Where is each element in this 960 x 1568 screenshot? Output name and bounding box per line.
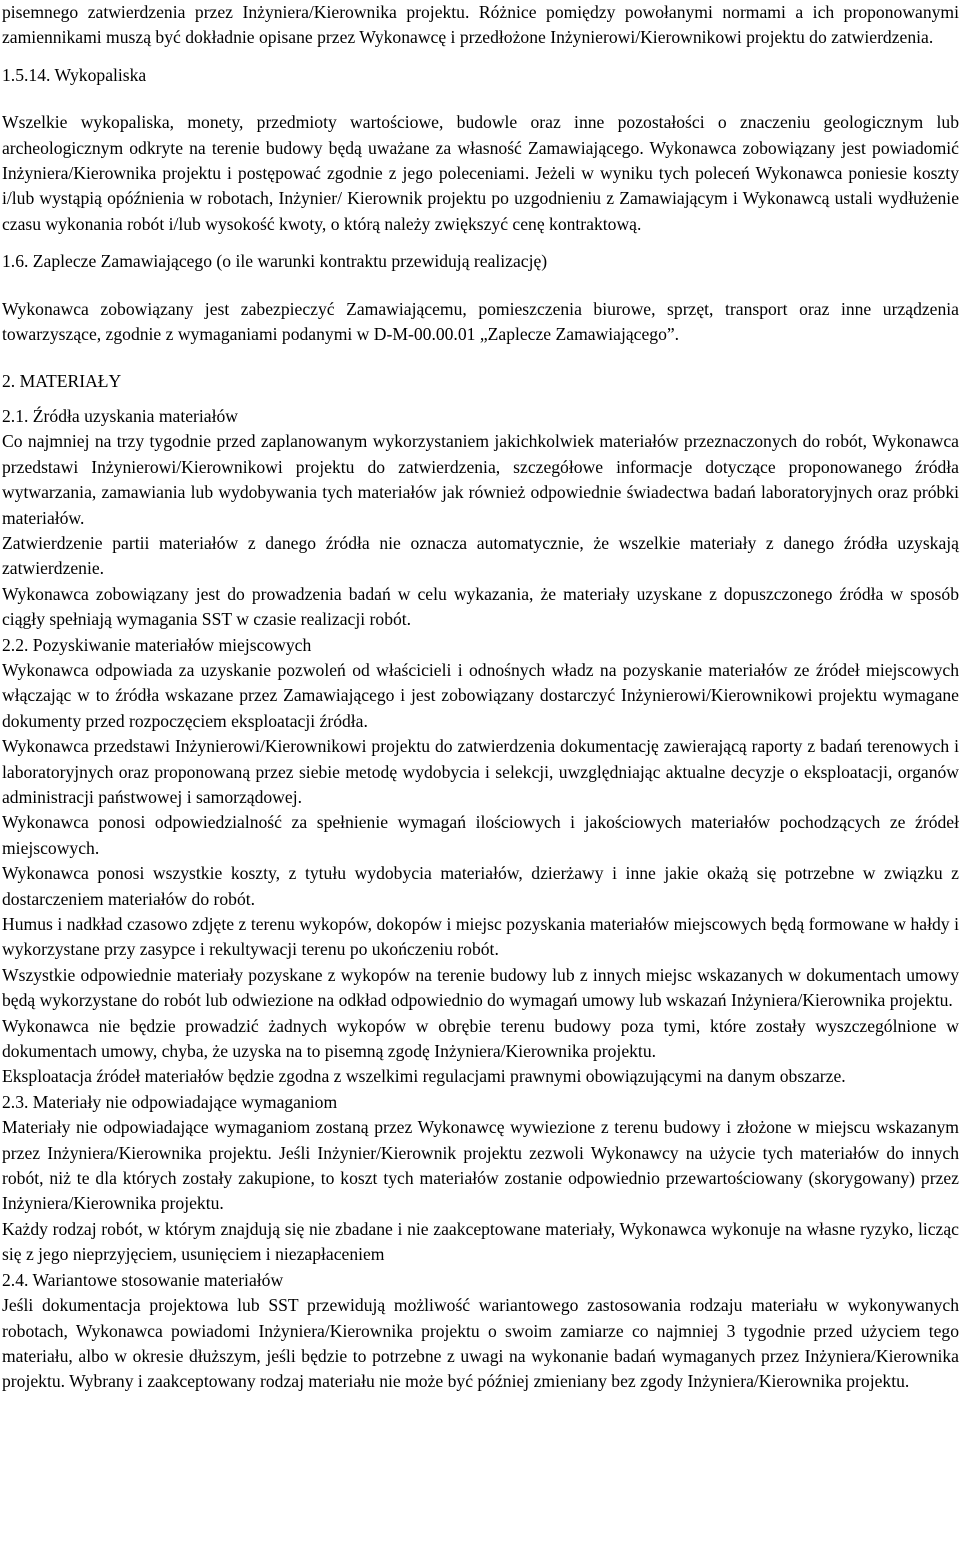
paragraph-2-4-a: Jeśli dokumentacja projektowa lub SST przewidują możliwość wariantowego zastosowania rodzaju materiału w wykonywanych robotach, Wykonawca powiadomi Inżyniera/Kierownika projektu o swoim zamiarze co najmniej 3 tygodnie przed użyciem tego materiału, albo w okresie dłuższym, jeśli będzie to potrzebne z uwagi na wykonanie badań wymaganych przez Inżyniera/Kierownika projektu. Wybrany i zaakceptowany rodzaj materiału nie może być później zmieniany bez zgody Inżyniera/Kierownika projektu. <box>2 1295 959 1392</box>
section-heading-1-6: 1.6. Zaplecze Zamawiającego (o ile warunki kontraktu przewidują realizację) <box>2 251 548 272</box>
paragraph-2-2-g: Wykonawca nie będzie prowadzić żadnych wykopów w obrębie terenu budowy poza tymi, które zostały wyszczególnione w dokumentach umowy, chyba, że uzyska na to pisemną zgodę Inżyniera/Kierownika projektu. <box>2 1015 959 1062</box>
section-heading-2-3: 2.3. Materiały nie odpowiadające wymaganiom <box>2 1091 338 1112</box>
paragraph-2-2-b: Wykonawca przedstawi Inżynierowi/Kierownikowi projektu do zatwierdzenia dokumentację zawierającą raporty z badań terenowych i laboratoryjnych oraz proponowaną przez siebie metodę wydobycia i selekcji, uwzględniając aktualne decyzje o eksploatacji, organów administracji państwowej i samorządowej. <box>2 736 959 807</box>
paragraph-2-2-f: Wszystkie odpowiednie materiały pozyskane z wykopów na terenie budowy lub z innych miejsc wskazanych w dokumentach umowy będą wykorzystane do robót lub odwiezione na odkład odpowiednio do wymagań umowy lub wskazań Inżyniera/Kierownika projektu. <box>2 964 959 1011</box>
paragraph-2-2-e: Humus i nadkład czasowo zdjęte z terenu wykopów, dokopów i miejsc pozyskania materiałów miejscowych będą formowane w hałdy i wykorzystane przy zasypce i rekultywacji terenu po ukończeniu robót. <box>2 914 959 960</box>
paragraph-2-1-b: Zatwierdzenie partii materiałów z danego źródła nie oznacza automatycznie, że wszelkie materiały z danego źródła uzyskają zatwierdzenie. <box>2 532 959 579</box>
paragraph-wykopaliska: Wszelkie wykopaliska, monety, przedmioty wartościowe, budowle oraz inne pozostałości o znaczeniu geologicznym lub archeologicznym odkryte na terenie budowy będą uważane za własność Zamawiającego. Wykonawca zobowiązany jest powiadomić Inżyniera/Kierownika projektu i postępować zgodnie z jego poleceniami. Jeżeli w wyniku tych poleceń Wykonawca poniesie koszty i/lub wystąpią opóźnienia w robotach, Inżynier/ Kierownik projektu po uzgodnieniu z Zamawiającym i Wykonawcą ustali wydłużenie czasu wykonania robót i/lub wysokość kwoty, o którą należy zwiększyć cenę kontraktową. <box>2 112 959 234</box>
paragraph-zaplecze: Wykonawca zobowiązany jest zabezpieczyć Zamawiającemu, pomieszczenia biurowe, sprzęt, transport oraz inne urządzenia towarzyszące, zgodnie z wymaganiami podanymi w D-M-00.00.01 „Zaplecze Zamawiającego”. <box>2 298 959 345</box>
section-heading-2-2: 2.2. Pozyskiwanie materiałów miejscowych <box>2 634 312 655</box>
document-page <box>2 0 959 1395</box>
paragraph-2-3-a: Materiały nie odpowiadające wymaganiom zostaną przez Wykonawcę wywiezione z terenu budowy i złożone w miejscu wskazanym przez Inżyniera/Kierownika projektu. Jeśli Inżynier/Kierownik projektu zezwoli Wykonawcy na użycie tych materiałów do innych robót, niż te dla których zostały zakupione, to koszt tych materiałów zostanie odpowiednio przewartościowany (skorygowany) przez Inżyniera/Kierownika projektu. <box>2 1117 959 1214</box>
section-heading-2: 2. MATERIAŁY <box>2 371 122 392</box>
paragraph-2-2-d: Wykonawca ponosi wszystkie koszty, z tytułu wydobycia materiałów, dzierżawy i inne jakie okażą się potrzebne w związku z dostarczeniem materiałów do robót. <box>2 863 959 909</box>
section-heading-2-1: 2.1. Źródła uzyskania materiałów <box>2 405 238 426</box>
section-heading-1-5-14: 1.5.14. Wykopaliska <box>2 64 147 85</box>
intro-paragraph: pisemnego zatwierdzenia przez Inżyniera/Kierownika projektu. Różnice pomiędzy powołanymi normami a ich proponowanymi zamiennikami muszą być dokładnie opisane przez Wykonawcę i przedłożone Inżynierowi/Kierownikowi projektu do zatwierdzenia. <box>2 2 959 48</box>
paragraph-2-1-a: Co najmniej na trzy tygodnie przed zaplanowanym wykorzystaniem jakichkolwiek materiałów przeznaczonych do robót, Wykonawca przedstawi Inżynierowi/Kierownikowi projektu do zatwierdzenia, szczegółowe informacje dotyczące proponowanego źródła wytwarzania, zamawiania lub wydobywania tych materiałów jak również odpowiednie świadectwa badań laboratoryjnych oraz próbki materiałów. <box>2 431 959 528</box>
paragraph-2-1-c: Wykonawca zobowiązany jest do prowadzenia badań w celu wykazania, że materiały uzyskane z dopuszczonego źródła w sposób ciągły spełniają wymagania SST w czasie realizacji robót. <box>2 583 959 630</box>
paragraph-2-2-h: Eksploatacja źródeł materiałów będzie zgodna z wszelkimi regulacjami prawnymi obowiązującymi na danym obszarze. <box>2 1066 846 1087</box>
paragraph-2-3-b: Każdy rodzaj robót, w którym znajdują się nie zbadane i nie zaakceptowane materiały, Wykonawca wykonuje na własne ryzyko, licząc się z jego nieprzyjęciem, usunięciem i niezapłaceniem <box>2 1218 959 1265</box>
paragraph-2-2-a: Wykonawca odpowiada za uzyskanie pozwoleń od właścicieli i odnośnych władz na pozyskanie materiałów ze źródeł miejscowych włączając w to źródła wskazane przez Zamawiającego i jest zobowiązany dostarczyć Inżynierowi/Kierownikowi projektu wymagane dokumenty przed rozpoczęciem eksploatacji źródła. <box>2 659 959 731</box>
section-heading-2-4: 2.4. Wariantowe stosowanie materiałów <box>2 1269 284 1290</box>
paragraph-2-2-c: Wykonawca ponosi odpowiedzialność za spełnienie wymagań ilościowych i jakościowych materiałów pochodzących ze źródeł miejscowych. <box>2 812 959 858</box>
